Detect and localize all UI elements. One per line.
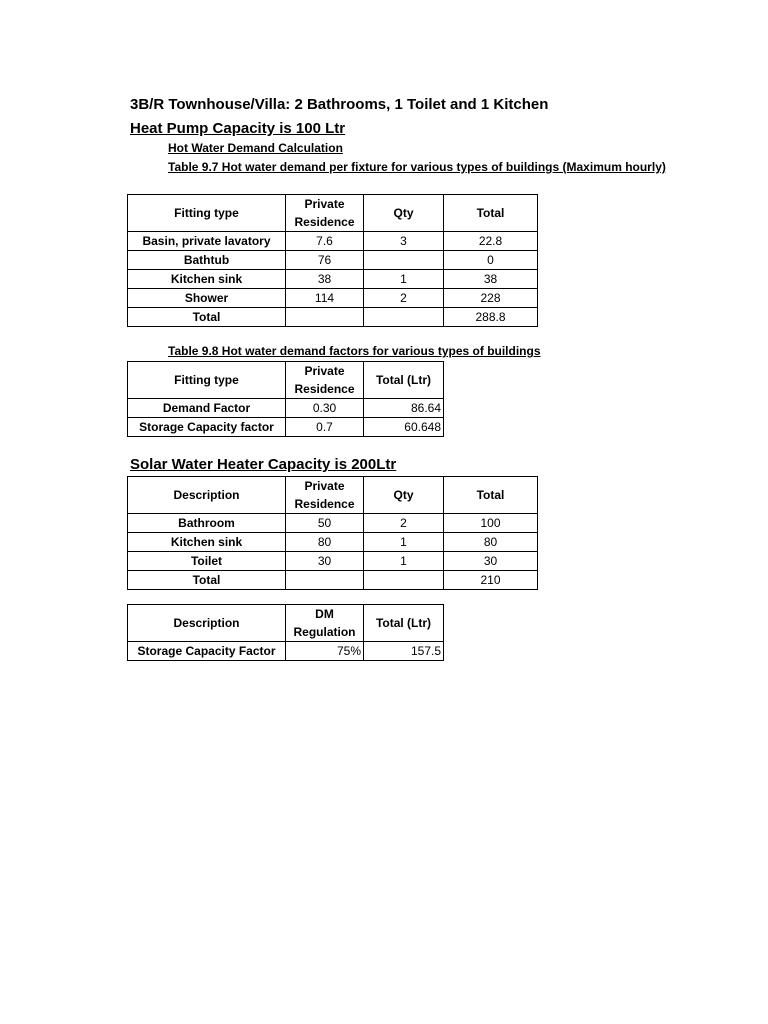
table-cell: Toilet <box>128 552 286 571</box>
table-cell: Total <box>128 308 286 327</box>
table-9-8 <box>127 361 444 437</box>
column-header: Total (Ltr) <box>364 605 444 642</box>
table-cell: 157.5 <box>364 642 444 661</box>
column-header: DM Regulation <box>286 605 364 642</box>
hot-water-calc-heading: Hot Water Demand Calculation <box>168 141 343 155</box>
table-cell: Kitchen sink <box>128 270 286 289</box>
table-cell: 30 <box>286 552 364 571</box>
table-cell: Basin, private lavatory <box>128 232 286 251</box>
column-header: Private Residence <box>286 195 364 232</box>
column-header: Private Residence <box>286 362 364 399</box>
table-cell: Storage Capacity factor <box>128 418 286 437</box>
page-title: 3B/R Townhouse/Villa: 2 Bathrooms, 1 Toilet and 1 Kitchen <box>130 96 549 113</box>
column-header: Qty <box>364 195 444 232</box>
table98-caption: Table 9.8 Hot water demand factors for various types of buildings <box>168 344 541 358</box>
table-cell: 228 <box>444 289 538 308</box>
table-cell <box>286 571 364 590</box>
table-cell: 0 <box>444 251 538 270</box>
table-cell: 7.6 <box>286 232 364 251</box>
table-cell: Bathtub <box>128 251 286 270</box>
table-cell: 2 <box>364 514 444 533</box>
solar-table <box>127 476 538 590</box>
table-cell: 1 <box>364 270 444 289</box>
table-row <box>128 552 538 571</box>
table-row <box>128 642 444 661</box>
table-cell: 86.64 <box>364 399 444 418</box>
column-header: Private Residence <box>286 477 364 514</box>
table-cell: 210 <box>444 571 538 590</box>
table-cell <box>364 571 444 590</box>
table-cell: 22.8 <box>444 232 538 251</box>
column-header: Total (Ltr) <box>364 362 444 399</box>
column-header: Total <box>444 477 538 514</box>
table-row-total <box>128 308 538 327</box>
table-row <box>128 399 444 418</box>
solar-heading: Solar Water Heater Capacity is 200Ltr <box>130 456 397 473</box>
table-cell: 80 <box>444 533 538 552</box>
column-header: Total <box>444 195 538 232</box>
column-header: Description <box>128 605 286 642</box>
table-cell: Storage Capacity Factor <box>128 642 286 661</box>
table-cell: Bathroom <box>128 514 286 533</box>
table-cell: 3 <box>364 232 444 251</box>
column-header: Fitting type <box>128 195 286 232</box>
column-header: Qty <box>364 477 444 514</box>
table-cell <box>364 251 444 270</box>
table-cell: 1 <box>364 552 444 571</box>
table-cell: 38 <box>444 270 538 289</box>
table-cell: Demand Factor <box>128 399 286 418</box>
table-row <box>128 533 538 552</box>
table-cell: 75% <box>286 642 364 661</box>
table-cell: 50 <box>286 514 364 533</box>
dm-regulation-table <box>127 604 444 661</box>
table-cell: 114 <box>286 289 364 308</box>
heat-pump-heading: Heat Pump Capacity is 100 Ltr <box>130 120 346 137</box>
table97-caption: Table 9.7 Hot water demand per fixture for various types of buildings (Maximum hourly) <box>168 160 666 174</box>
table-cell: Shower <box>128 289 286 308</box>
table-row <box>128 270 538 289</box>
table-9-7 <box>127 194 538 327</box>
table-row <box>128 251 538 270</box>
table-cell: 2 <box>364 289 444 308</box>
table-row <box>128 418 444 437</box>
table-cell: 80 <box>286 533 364 552</box>
table-cell: Kitchen sink <box>128 533 286 552</box>
table-cell <box>364 308 444 327</box>
table-cell: 0.30 <box>286 399 364 418</box>
table-cell: 38 <box>286 270 364 289</box>
table-cell: 30 <box>444 552 538 571</box>
table-cell <box>286 308 364 327</box>
column-header: Description <box>128 477 286 514</box>
table-cell: 100 <box>444 514 538 533</box>
table-cell: 288.8 <box>444 308 538 327</box>
table-cell: 76 <box>286 251 364 270</box>
table-cell: Total <box>128 571 286 590</box>
table-cell: 60.648 <box>364 418 444 437</box>
table-cell: 0.7 <box>286 418 364 437</box>
table-row <box>128 289 538 308</box>
column-header: Fitting type <box>128 362 286 399</box>
table-row <box>128 514 538 533</box>
table-row <box>128 232 538 251</box>
table-cell: 1 <box>364 533 444 552</box>
table-row-total <box>128 571 538 590</box>
